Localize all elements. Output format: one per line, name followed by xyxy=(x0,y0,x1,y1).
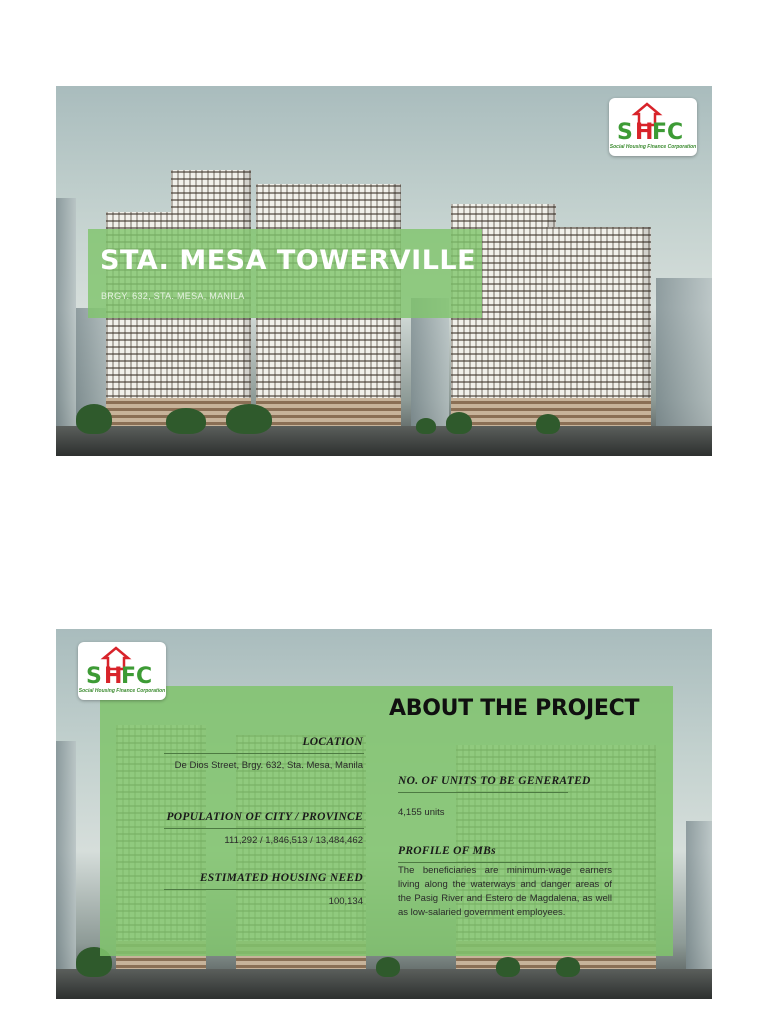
shfc-logo xyxy=(609,98,697,156)
population-label: POPULATION OF CITY / PROVINCE xyxy=(166,811,363,823)
background-tower xyxy=(56,198,76,428)
building-tower-5 xyxy=(546,227,651,432)
background-tower xyxy=(656,278,712,428)
profile-label: PROFILE OF MBs xyxy=(398,845,496,857)
svg-text:S: S xyxy=(617,120,633,145)
about-heading: ABOUT THE PROJECT xyxy=(389,696,640,721)
units-value: 4,155 units xyxy=(398,807,445,818)
tree-line xyxy=(76,406,636,434)
divider xyxy=(398,862,608,863)
slide-cover xyxy=(56,86,712,456)
profile-value: The beneficiaries are minimum-wage earners living along the waterways and danger areas of the Pasig River and Estero de Magdalena, as well as low-salaried government employees. xyxy=(398,865,612,918)
shfc-logo-mark-icon xyxy=(613,101,693,145)
background-tower xyxy=(686,821,712,971)
logo-tagline: Social Housing Finance Corporation xyxy=(78,688,166,694)
project-address: BRGY. 632, STA. MESA, MANILA xyxy=(101,291,245,301)
population-value: 111,292 / 1,846,513 / 13,484,462 xyxy=(224,835,363,846)
housing-need-value: 100,134 xyxy=(328,896,363,907)
svg-text:S: S xyxy=(86,664,102,689)
title-box xyxy=(88,229,482,318)
background-tower xyxy=(56,741,76,971)
divider xyxy=(164,753,364,754)
housing-need-label: ESTIMATED HOUSING NEED xyxy=(199,872,363,884)
logo-tagline: Social Housing Finance Corporation xyxy=(609,144,697,150)
divider xyxy=(398,792,568,793)
shfc-logo xyxy=(78,642,166,700)
svg-text:FC: FC xyxy=(121,664,153,689)
divider xyxy=(164,828,364,829)
slide-about xyxy=(56,629,712,999)
divider xyxy=(164,889,364,890)
page-title: STA. MESA TOWERVILLE xyxy=(100,245,477,276)
location-label: LOCATION xyxy=(302,736,363,748)
about-panel xyxy=(100,686,673,956)
svg-text:H: H xyxy=(104,664,123,689)
shfc-logo-mark-icon xyxy=(82,645,162,689)
svg-text:FC: FC xyxy=(652,120,684,145)
units-label: NO. OF UNITS TO BE GENERATED xyxy=(398,775,591,787)
svg-text:H: H xyxy=(635,120,654,145)
location-value: De Dios Street, Brgy. 632, Sta. Mesa, Manila xyxy=(174,760,363,771)
